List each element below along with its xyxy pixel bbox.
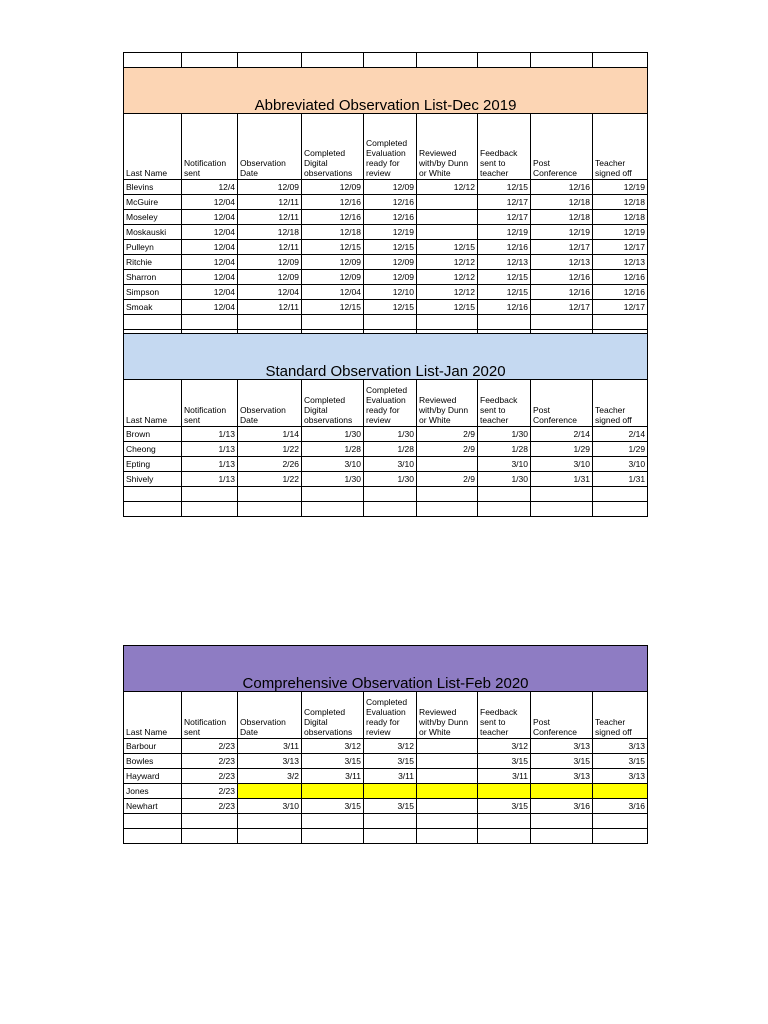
date-cell[interactable]: 12/15 bbox=[302, 240, 364, 255]
date-cell[interactable]: 12/10 bbox=[364, 285, 417, 300]
empty-cell[interactable] bbox=[593, 502, 648, 517]
table-row bbox=[124, 270, 648, 285]
last-name-cell[interactable]: Sharron bbox=[124, 270, 182, 285]
empty-cell[interactable] bbox=[531, 502, 593, 517]
empty-cell[interactable] bbox=[531, 829, 593, 844]
date-cell[interactable]: 1/31 bbox=[531, 472, 593, 487]
date-cell[interactable]: 3/12 bbox=[302, 739, 364, 754]
comprehensive-observation-table bbox=[123, 645, 648, 844]
last-name-cell[interactable]: Simpson bbox=[124, 285, 182, 300]
column-header-row bbox=[124, 380, 648, 427]
date-cell[interactable] bbox=[417, 210, 478, 225]
date-cell[interactable]: 12/15 bbox=[302, 300, 364, 315]
date-cell[interactable]: 12/11 bbox=[238, 210, 302, 225]
date-cell[interactable]: 12/13 bbox=[593, 255, 648, 270]
last-name-cell[interactable]: Shively bbox=[124, 472, 182, 487]
date-cell[interactable]: 1/30 bbox=[478, 427, 531, 442]
column-header[interactable]: Completed Evaluation ready for review bbox=[364, 114, 417, 180]
date-cell[interactable]: 3/15 bbox=[593, 754, 648, 769]
date-cell[interactable] bbox=[417, 799, 478, 814]
last-name-cell[interactable]: Blevins bbox=[124, 180, 182, 195]
date-cell[interactable]: 12/16 bbox=[364, 195, 417, 210]
date-cell[interactable]: 1/30 bbox=[302, 427, 364, 442]
empty-cell[interactable] bbox=[238, 315, 302, 330]
abbreviated-body bbox=[124, 180, 648, 345]
empty-cell[interactable] bbox=[238, 829, 302, 844]
date-cell[interactable]: 12/12 bbox=[417, 255, 478, 270]
date-cell[interactable]: 2/14 bbox=[531, 427, 593, 442]
comprehensive-body bbox=[124, 739, 648, 844]
date-cell[interactable]: 3/15 bbox=[531, 754, 593, 769]
last-name-cell[interactable]: Epting bbox=[124, 457, 182, 472]
last-name-cell[interactable]: Newhart bbox=[124, 799, 182, 814]
date-cell[interactable]: 12/09 bbox=[364, 255, 417, 270]
date-cell[interactable]: 12/12 bbox=[417, 285, 478, 300]
date-cell[interactable]: 12/19 bbox=[478, 225, 531, 240]
date-cell[interactable]: 12/15 bbox=[417, 240, 478, 255]
date-cell[interactable] bbox=[417, 457, 478, 472]
empty-cell[interactable] bbox=[364, 315, 417, 330]
table-row bbox=[124, 255, 648, 270]
column-header[interactable]: Reviewed with/by Dunn or White bbox=[417, 692, 478, 739]
date-cell[interactable] bbox=[364, 784, 417, 799]
date-cell[interactable]: 12/19 bbox=[593, 225, 648, 240]
date-cell[interactable]: 3/12 bbox=[364, 739, 417, 754]
date-cell[interactable]: 12/17 bbox=[593, 240, 648, 255]
empty-cell[interactable] bbox=[417, 487, 478, 502]
date-cell[interactable]: 1/22 bbox=[238, 442, 302, 457]
date-cell[interactable]: 12/13 bbox=[478, 255, 531, 270]
date-cell[interactable]: 12/16 bbox=[302, 210, 364, 225]
empty-cell[interactable] bbox=[417, 814, 478, 829]
table-row bbox=[124, 210, 648, 225]
empty-cell[interactable] bbox=[478, 829, 531, 844]
date-cell[interactable]: 12/16 bbox=[531, 285, 593, 300]
date-cell[interactable]: 3/13 bbox=[531, 769, 593, 784]
date-cell[interactable]: 12/04 bbox=[182, 255, 238, 270]
date-cell[interactable]: 1/28 bbox=[302, 442, 364, 457]
date-cell[interactable]: 2/23 bbox=[182, 769, 238, 784]
date-cell[interactable]: 3/13 bbox=[593, 769, 648, 784]
empty-row bbox=[124, 829, 648, 844]
date-cell[interactable]: 12/04 bbox=[182, 285, 238, 300]
date-cell[interactable]: 12/13 bbox=[531, 255, 593, 270]
table-title-row bbox=[124, 646, 648, 692]
date-cell[interactable]: 1/13 bbox=[182, 457, 238, 472]
column-header[interactable]: Observation Date bbox=[238, 380, 302, 427]
spacer-row bbox=[124, 53, 648, 68]
column-header[interactable]: Notification sent bbox=[182, 692, 238, 739]
date-cell[interactable]: 12/12 bbox=[417, 270, 478, 285]
date-cell[interactable]: 12/19 bbox=[593, 180, 648, 195]
date-cell[interactable]: 12/09 bbox=[238, 180, 302, 195]
date-cell[interactable]: 3/16 bbox=[593, 799, 648, 814]
empty-cell[interactable] bbox=[302, 502, 364, 517]
empty-cell[interactable] bbox=[124, 829, 182, 844]
date-cell[interactable]: 2/23 bbox=[182, 754, 238, 769]
date-cell[interactable]: 3/12 bbox=[478, 739, 531, 754]
date-cell[interactable]: 12/17 bbox=[593, 300, 648, 315]
date-cell[interactable]: 1/28 bbox=[364, 442, 417, 457]
empty-cell[interactable] bbox=[417, 315, 478, 330]
empty-cell[interactable] bbox=[478, 502, 531, 517]
date-cell[interactable]: 12/17 bbox=[478, 195, 531, 210]
empty-cell[interactable] bbox=[124, 315, 182, 330]
date-cell[interactable] bbox=[593, 784, 648, 799]
date-cell[interactable]: 12/11 bbox=[238, 300, 302, 315]
empty-cell[interactable] bbox=[593, 829, 648, 844]
last-name-cell[interactable]: Brown bbox=[124, 427, 182, 442]
last-name-cell[interactable]: Moskauski bbox=[124, 225, 182, 240]
date-cell[interactable]: 1/30 bbox=[302, 472, 364, 487]
column-header[interactable]: Reviewed with/by Dunn or White bbox=[417, 114, 478, 180]
last-name-cell[interactable]: Cheong bbox=[124, 442, 182, 457]
empty-cell[interactable] bbox=[531, 315, 593, 330]
date-cell[interactable]: 3/15 bbox=[302, 799, 364, 814]
date-cell[interactable]: 1/14 bbox=[238, 427, 302, 442]
column-header[interactable]: Post Conference bbox=[531, 380, 593, 427]
empty-cell[interactable] bbox=[182, 315, 238, 330]
date-cell[interactable] bbox=[238, 784, 302, 799]
column-header[interactable]: Completed Digital observations bbox=[302, 114, 364, 180]
empty-cell[interactable] bbox=[531, 814, 593, 829]
date-cell[interactable] bbox=[417, 225, 478, 240]
date-cell[interactable]: 12/09 bbox=[302, 255, 364, 270]
last-name-cell[interactable]: Ritchie bbox=[124, 255, 182, 270]
date-cell[interactable]: 1/29 bbox=[531, 442, 593, 457]
column-header[interactable]: Post Conference bbox=[531, 114, 593, 180]
empty-cell[interactable] bbox=[593, 814, 648, 829]
empty-cell[interactable] bbox=[182, 487, 238, 502]
table-title-row bbox=[124, 68, 648, 114]
empty-cell[interactable] bbox=[238, 502, 302, 517]
date-cell[interactable]: 3/11 bbox=[364, 769, 417, 784]
table-row bbox=[124, 769, 648, 784]
date-cell[interactable]: 12/04 bbox=[182, 225, 238, 240]
date-cell[interactable]: 12/17 bbox=[478, 210, 531, 225]
table-row bbox=[124, 457, 648, 472]
date-cell[interactable]: 3/10 bbox=[238, 799, 302, 814]
standard-body bbox=[124, 427, 648, 517]
empty-cell[interactable] bbox=[124, 502, 182, 517]
date-cell[interactable]: 12/18 bbox=[531, 210, 593, 225]
date-cell[interactable]: 12/18 bbox=[593, 195, 648, 210]
date-cell[interactable]: 12/16 bbox=[478, 300, 531, 315]
empty-row bbox=[124, 502, 648, 517]
table-row bbox=[124, 225, 648, 240]
date-cell[interactable]: 3/2 bbox=[238, 769, 302, 784]
date-cell[interactable] bbox=[417, 769, 478, 784]
last-name-cell[interactable]: Smoak bbox=[124, 300, 182, 315]
date-cell[interactable]: 12/04 bbox=[182, 300, 238, 315]
date-cell[interactable]: 3/13 bbox=[593, 739, 648, 754]
date-cell[interactable]: 12/04 bbox=[182, 240, 238, 255]
date-cell[interactable]: 1/30 bbox=[478, 472, 531, 487]
last-name-cell[interactable]: Bowles bbox=[124, 754, 182, 769]
table-row bbox=[124, 300, 648, 315]
date-cell[interactable]: 12/17 bbox=[531, 240, 593, 255]
date-cell[interactable]: 1/30 bbox=[364, 427, 417, 442]
date-cell[interactable]: 2/9 bbox=[417, 472, 478, 487]
empty-cell[interactable] bbox=[364, 829, 417, 844]
date-cell[interactable]: 2/23 bbox=[182, 739, 238, 754]
date-cell[interactable] bbox=[417, 195, 478, 210]
date-cell[interactable]: 3/13 bbox=[238, 754, 302, 769]
empty-cell[interactable] bbox=[593, 487, 648, 502]
empty-cell[interactable] bbox=[302, 487, 364, 502]
column-header[interactable]: Completed Evaluation ready for review bbox=[364, 692, 417, 739]
standard-title[interactable]: Standard Observation List-Jan 2020 bbox=[124, 334, 648, 380]
column-header[interactable]: Feedback sent to teacher bbox=[478, 114, 531, 180]
date-cell[interactable]: 3/15 bbox=[478, 799, 531, 814]
date-cell[interactable]: 12/16 bbox=[593, 270, 648, 285]
date-cell[interactable]: 1/13 bbox=[182, 427, 238, 442]
date-cell[interactable]: 12/04 bbox=[238, 285, 302, 300]
date-cell[interactable]: 12/09 bbox=[364, 270, 417, 285]
column-header[interactable]: Last Name bbox=[124, 114, 182, 180]
column-header[interactable]: Teacher signed off bbox=[593, 692, 648, 739]
empty-cell[interactable] bbox=[478, 315, 531, 330]
date-cell[interactable]: 12/04 bbox=[182, 195, 238, 210]
empty-cell[interactable] bbox=[593, 315, 648, 330]
empty-cell[interactable] bbox=[124, 487, 182, 502]
date-cell[interactable]: 12/19 bbox=[531, 225, 593, 240]
date-cell[interactable]: 3/10 bbox=[531, 457, 593, 472]
column-header[interactable]: Last Name bbox=[124, 692, 182, 739]
date-cell[interactable]: 3/10 bbox=[478, 457, 531, 472]
column-header[interactable]: Last Name bbox=[124, 380, 182, 427]
date-cell[interactable]: 12/18 bbox=[238, 225, 302, 240]
date-cell[interactable] bbox=[417, 784, 478, 799]
empty-cell[interactable] bbox=[417, 502, 478, 517]
column-header[interactable]: Observation Date bbox=[238, 114, 302, 180]
abbreviated-title[interactable]: Abbreviated Observation List-Dec 2019 bbox=[124, 68, 648, 114]
date-cell[interactable]: 1/13 bbox=[182, 472, 238, 487]
empty-cell[interactable] bbox=[182, 502, 238, 517]
table-row bbox=[124, 442, 648, 457]
column-header-row bbox=[124, 114, 648, 180]
date-cell[interactable]: 12/18 bbox=[302, 225, 364, 240]
date-cell[interactable]: 3/13 bbox=[531, 739, 593, 754]
last-name-cell[interactable]: McGuire bbox=[124, 195, 182, 210]
date-cell[interactable]: 12/16 bbox=[364, 210, 417, 225]
date-cell[interactable]: 2/9 bbox=[417, 427, 478, 442]
date-cell[interactable]: 12/12 bbox=[417, 180, 478, 195]
date-cell[interactable]: 1/31 bbox=[593, 472, 648, 487]
table-row bbox=[124, 240, 648, 255]
empty-row bbox=[124, 814, 648, 829]
date-cell[interactable]: 3/11 bbox=[478, 769, 531, 784]
empty-cell[interactable] bbox=[182, 814, 238, 829]
table-row bbox=[124, 799, 648, 814]
date-cell[interactable]: 12/04 bbox=[302, 285, 364, 300]
date-cell[interactable]: 12/17 bbox=[531, 300, 593, 315]
date-cell[interactable]: 3/10 bbox=[302, 457, 364, 472]
date-cell[interactable]: 12/4 bbox=[182, 180, 238, 195]
comprehensive-title[interactable]: Comprehensive Observation List-Feb 2020 bbox=[124, 646, 648, 692]
date-cell[interactable]: 1/22 bbox=[238, 472, 302, 487]
date-cell[interactable]: 2/26 bbox=[238, 457, 302, 472]
date-cell[interactable]: 12/15 bbox=[364, 240, 417, 255]
date-cell[interactable]: 12/16 bbox=[478, 240, 531, 255]
date-cell[interactable]: 12/09 bbox=[238, 270, 302, 285]
date-cell[interactable]: 12/16 bbox=[593, 285, 648, 300]
date-cell[interactable]: 2/9 bbox=[417, 442, 478, 457]
date-cell[interactable]: 12/04 bbox=[182, 270, 238, 285]
column-header[interactable]: Reviewed with/by Dunn or White bbox=[417, 380, 478, 427]
column-header[interactable]: Feedback sent to teacher bbox=[478, 692, 531, 739]
empty-cell[interactable] bbox=[364, 502, 417, 517]
table-row bbox=[124, 784, 648, 799]
date-cell[interactable]: 1/13 bbox=[182, 442, 238, 457]
date-cell[interactable]: 3/15 bbox=[364, 799, 417, 814]
date-cell[interactable]: 3/15 bbox=[478, 754, 531, 769]
empty-cell[interactable] bbox=[531, 487, 593, 502]
date-cell[interactable]: 2/23 bbox=[182, 799, 238, 814]
date-cell[interactable]: 3/11 bbox=[238, 739, 302, 754]
date-cell[interactable] bbox=[478, 784, 531, 799]
date-cell[interactable]: 3/16 bbox=[531, 799, 593, 814]
empty-row bbox=[124, 315, 648, 330]
column-header-row bbox=[124, 692, 648, 739]
date-cell[interactable]: 3/15 bbox=[302, 754, 364, 769]
date-cell[interactable]: 12/15 bbox=[364, 300, 417, 315]
date-cell[interactable] bbox=[302, 784, 364, 799]
date-cell[interactable]: 12/11 bbox=[238, 195, 302, 210]
date-cell[interactable]: 1/28 bbox=[478, 442, 531, 457]
column-header[interactable]: Completed Digital observations bbox=[302, 692, 364, 739]
column-header[interactable]: Teacher signed off bbox=[593, 114, 648, 180]
column-header[interactable]: Feedback sent to teacher bbox=[478, 380, 531, 427]
empty-cell[interactable] bbox=[364, 487, 417, 502]
column-header[interactable]: Notification sent bbox=[182, 380, 238, 427]
date-cell[interactable]: 12/16 bbox=[531, 270, 593, 285]
date-cell[interactable] bbox=[417, 754, 478, 769]
table-row bbox=[124, 739, 648, 754]
table-row bbox=[124, 472, 648, 487]
table-row bbox=[124, 195, 648, 210]
date-cell[interactable]: 3/11 bbox=[302, 769, 364, 784]
date-cell[interactable]: 12/09 bbox=[302, 180, 364, 195]
empty-cell[interactable] bbox=[238, 814, 302, 829]
last-name-cell[interactable]: Pulleyn bbox=[124, 240, 182, 255]
date-cell[interactable]: 12/11 bbox=[238, 240, 302, 255]
date-cell[interactable]: 12/15 bbox=[417, 300, 478, 315]
empty-cell[interactable] bbox=[124, 814, 182, 829]
date-cell[interactable]: 12/04 bbox=[182, 210, 238, 225]
date-cell[interactable]: 2/14 bbox=[593, 427, 648, 442]
date-cell[interactable]: 12/15 bbox=[478, 180, 531, 195]
empty-cell[interactable] bbox=[238, 487, 302, 502]
column-header[interactable]: Completed Evaluation ready for review bbox=[364, 380, 417, 427]
date-cell[interactable]: 12/15 bbox=[478, 285, 531, 300]
date-cell[interactable] bbox=[531, 784, 593, 799]
date-cell[interactable]: 12/09 bbox=[364, 180, 417, 195]
column-header[interactable]: Post Conference bbox=[531, 692, 593, 739]
date-cell[interactable]: 12/18 bbox=[531, 195, 593, 210]
date-cell[interactable]: 3/10 bbox=[593, 457, 648, 472]
last-name-cell[interactable]: Barbour bbox=[124, 739, 182, 754]
date-cell[interactable]: 12/18 bbox=[593, 210, 648, 225]
date-cell[interactable]: 1/30 bbox=[364, 472, 417, 487]
date-cell[interactable]: 12/15 bbox=[478, 270, 531, 285]
date-cell[interactable]: 12/16 bbox=[302, 195, 364, 210]
date-cell[interactable]: 12/09 bbox=[238, 255, 302, 270]
table-row bbox=[124, 754, 648, 769]
table-row bbox=[124, 285, 648, 300]
date-cell[interactable]: 3/10 bbox=[364, 457, 417, 472]
table-title-row bbox=[124, 334, 648, 380]
date-cell[interactable]: 3/15 bbox=[364, 754, 417, 769]
last-name-cell[interactable]: Moseley bbox=[124, 210, 182, 225]
date-cell[interactable]: 2/23 bbox=[182, 784, 238, 799]
column-header[interactable]: Teacher signed off bbox=[593, 380, 648, 427]
empty-cell[interactable] bbox=[417, 829, 478, 844]
column-header[interactable]: Notification sent bbox=[182, 114, 238, 180]
standard-observation-table bbox=[123, 333, 648, 517]
empty-cell[interactable] bbox=[182, 829, 238, 844]
date-cell[interactable]: 12/16 bbox=[531, 180, 593, 195]
last-name-cell[interactable]: Jones bbox=[124, 784, 182, 799]
column-header[interactable]: Completed Digital observations bbox=[302, 380, 364, 427]
empty-row bbox=[124, 487, 648, 502]
empty-cell[interactable] bbox=[364, 814, 417, 829]
empty-cell[interactable] bbox=[302, 315, 364, 330]
abbreviated-observation-table bbox=[123, 52, 648, 345]
column-header[interactable]: Observation Date bbox=[238, 692, 302, 739]
empty-cell[interactable] bbox=[478, 487, 531, 502]
date-cell[interactable]: 1/29 bbox=[593, 442, 648, 457]
last-name-cell[interactable]: Hayward bbox=[124, 769, 182, 784]
empty-cell[interactable] bbox=[302, 814, 364, 829]
empty-cell[interactable] bbox=[302, 829, 364, 844]
empty-cell[interactable] bbox=[478, 814, 531, 829]
date-cell[interactable]: 12/19 bbox=[364, 225, 417, 240]
date-cell[interactable] bbox=[417, 739, 478, 754]
table-row bbox=[124, 427, 648, 442]
date-cell[interactable]: 12/09 bbox=[302, 270, 364, 285]
table-row bbox=[124, 180, 648, 195]
